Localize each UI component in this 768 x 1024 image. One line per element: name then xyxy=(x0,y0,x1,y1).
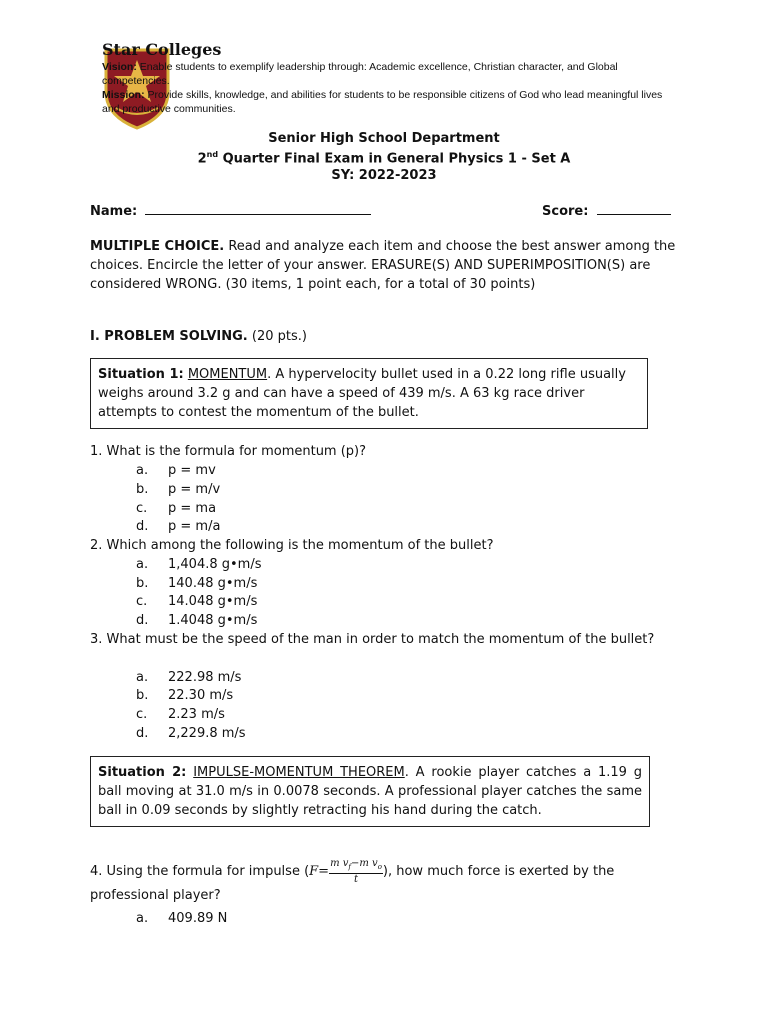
school-name: Star Colleges xyxy=(102,40,222,59)
formula-lhs: F= xyxy=(309,864,330,879)
q4-option-a[interactable] xyxy=(136,909,227,928)
option-text: p = m/v xyxy=(168,482,221,497)
formula-minus: −m v xyxy=(350,858,378,869)
name-row xyxy=(90,202,371,219)
school-year: SY: 2022-2023 xyxy=(331,168,437,183)
vision-text: Enable students to exemplify leadership through: Academic excellence, Christian character, and Global competencies. xyxy=(102,61,618,87)
q1-option-a[interactable] xyxy=(136,461,216,480)
option-text: 409.89 N xyxy=(168,911,228,926)
situation-1-topic: MOMENTUM xyxy=(187,367,268,382)
question-4 xyxy=(90,858,680,907)
q2-option-d[interactable] xyxy=(136,611,257,630)
option-letter: c. xyxy=(136,707,148,722)
situation-1-text: . A hypervelocity bullet used in a 0.22 long rifle usually weighs around 3.2 g and can have a speed of 439 m/s. A 63 kg race driver attempts to contest the momentum of the bullet. xyxy=(98,367,626,420)
score-label: Score: xyxy=(542,204,589,219)
option-text: 14.048 g•m/s xyxy=(168,594,258,609)
q2-option-a[interactable] xyxy=(136,555,262,574)
question-4-suffix: ), how much force is exerted by the professional player? xyxy=(90,864,615,903)
vision-mission xyxy=(102,60,672,116)
option-text: 2,229.8 m/s xyxy=(168,726,246,741)
option-text: p = m/a xyxy=(168,519,221,534)
formula-sub-f: f xyxy=(348,863,351,871)
q3-option-d[interactable] xyxy=(136,724,246,743)
q2-option-c[interactable] xyxy=(136,592,257,611)
section-points: (20 pts.) xyxy=(247,329,307,344)
option-letter: d. xyxy=(136,726,149,741)
option-letter: c. xyxy=(136,501,148,516)
impulse-formula xyxy=(329,858,383,885)
option-letter: a. xyxy=(136,463,149,478)
mission-line xyxy=(102,88,672,116)
score-field[interactable] xyxy=(597,202,671,215)
situation-2-text: . A rookie player catches a 1.19 g ball moving at 31.0 m/s in 0.0078 seconds. A professional player catches the same ball in 0.09 seconds by slightly retracting his hand during the catch. xyxy=(98,765,642,818)
option-text: 222.98 m/s xyxy=(168,670,242,685)
option-letter: a. xyxy=(136,670,149,685)
option-text: p = ma xyxy=(168,501,217,516)
department: Senior High School Department xyxy=(268,131,500,146)
q1-option-d[interactable] xyxy=(136,517,220,536)
option-letter: a. xyxy=(136,557,149,572)
situation-1-box xyxy=(90,358,648,429)
question-3: 3. What must be the speed of the man in order to match the momentum of the bullet? xyxy=(90,632,655,647)
exam-title-text: Quarter Final Exam in General Physics 1 - Set A xyxy=(218,151,571,167)
option-letter: b. xyxy=(136,688,149,703)
score-row xyxy=(542,202,671,219)
option-letter: d. xyxy=(136,519,149,534)
option-text: 1.4048 g•m/s xyxy=(168,613,258,628)
option-letter: a. xyxy=(136,911,149,926)
q3-option-b[interactable] xyxy=(136,686,233,705)
question-4-prefix: 4. Using the formula for impulse ( xyxy=(90,864,310,879)
mission-text: Provide skills, knowledge, and abilities for students to be responsible citizens of God who lead meaningful lives and productive communities. xyxy=(102,89,663,115)
mission-label: Mission: xyxy=(102,89,145,101)
option-letter: d. xyxy=(136,613,149,628)
exam-title-number: 2 xyxy=(197,151,207,167)
name-label: Name: xyxy=(90,204,138,219)
question-1: 1. What is the formula for momentum (p)? xyxy=(90,444,367,459)
q1-option-b[interactable] xyxy=(136,480,220,499)
q1-option-c[interactable] xyxy=(136,499,216,518)
vision-label: Vision: xyxy=(102,61,137,73)
option-letter: c. xyxy=(136,594,148,609)
option-letter: b. xyxy=(136,576,149,591)
q2-option-b[interactable] xyxy=(136,574,257,593)
section-label: I. PROBLEM SOLVING. xyxy=(90,329,248,344)
instructions-label: MULTIPLE CHOICE. xyxy=(90,239,225,254)
exam-title-sup: nd xyxy=(206,150,219,159)
formula-sub-o: o xyxy=(377,863,382,871)
option-text: 22.30 m/s xyxy=(168,688,234,703)
exam-title xyxy=(0,150,768,166)
formula-numerator: m v xyxy=(330,858,349,869)
option-text: 140.48 g•m/s xyxy=(168,576,258,591)
situation-2-box xyxy=(90,756,650,827)
situation-2-label: Situation 2: xyxy=(98,765,187,780)
option-text: p = mv xyxy=(168,463,216,478)
instructions-text: Read and analyze each item and choose the best answer among the choices. Encircle the letter of your answer. ERASURE(S) AND SUPERIMPOSITION(S) are considered WRONG. (30 items, 1 point each, for a total of 30 points) xyxy=(90,239,676,292)
instructions xyxy=(90,237,678,294)
q3-option-a[interactable] xyxy=(136,668,241,687)
formula-denominator: t xyxy=(353,874,358,885)
q3-option-c[interactable] xyxy=(136,705,225,724)
name-field[interactable] xyxy=(145,202,371,215)
option-text: 1,404.8 g•m/s xyxy=(168,557,262,572)
situation-1-label: Situation 1: xyxy=(98,367,184,382)
vision-line xyxy=(102,60,672,88)
option-letter: b. xyxy=(136,482,149,497)
option-text: 2.23 m/s xyxy=(168,707,225,722)
section-heading xyxy=(90,327,678,346)
question-2: 2. Which among the following is the momentum of the bullet? xyxy=(90,538,494,553)
situation-2-topic: IMPULSE-MOMENTUM THEOREM xyxy=(193,765,405,780)
